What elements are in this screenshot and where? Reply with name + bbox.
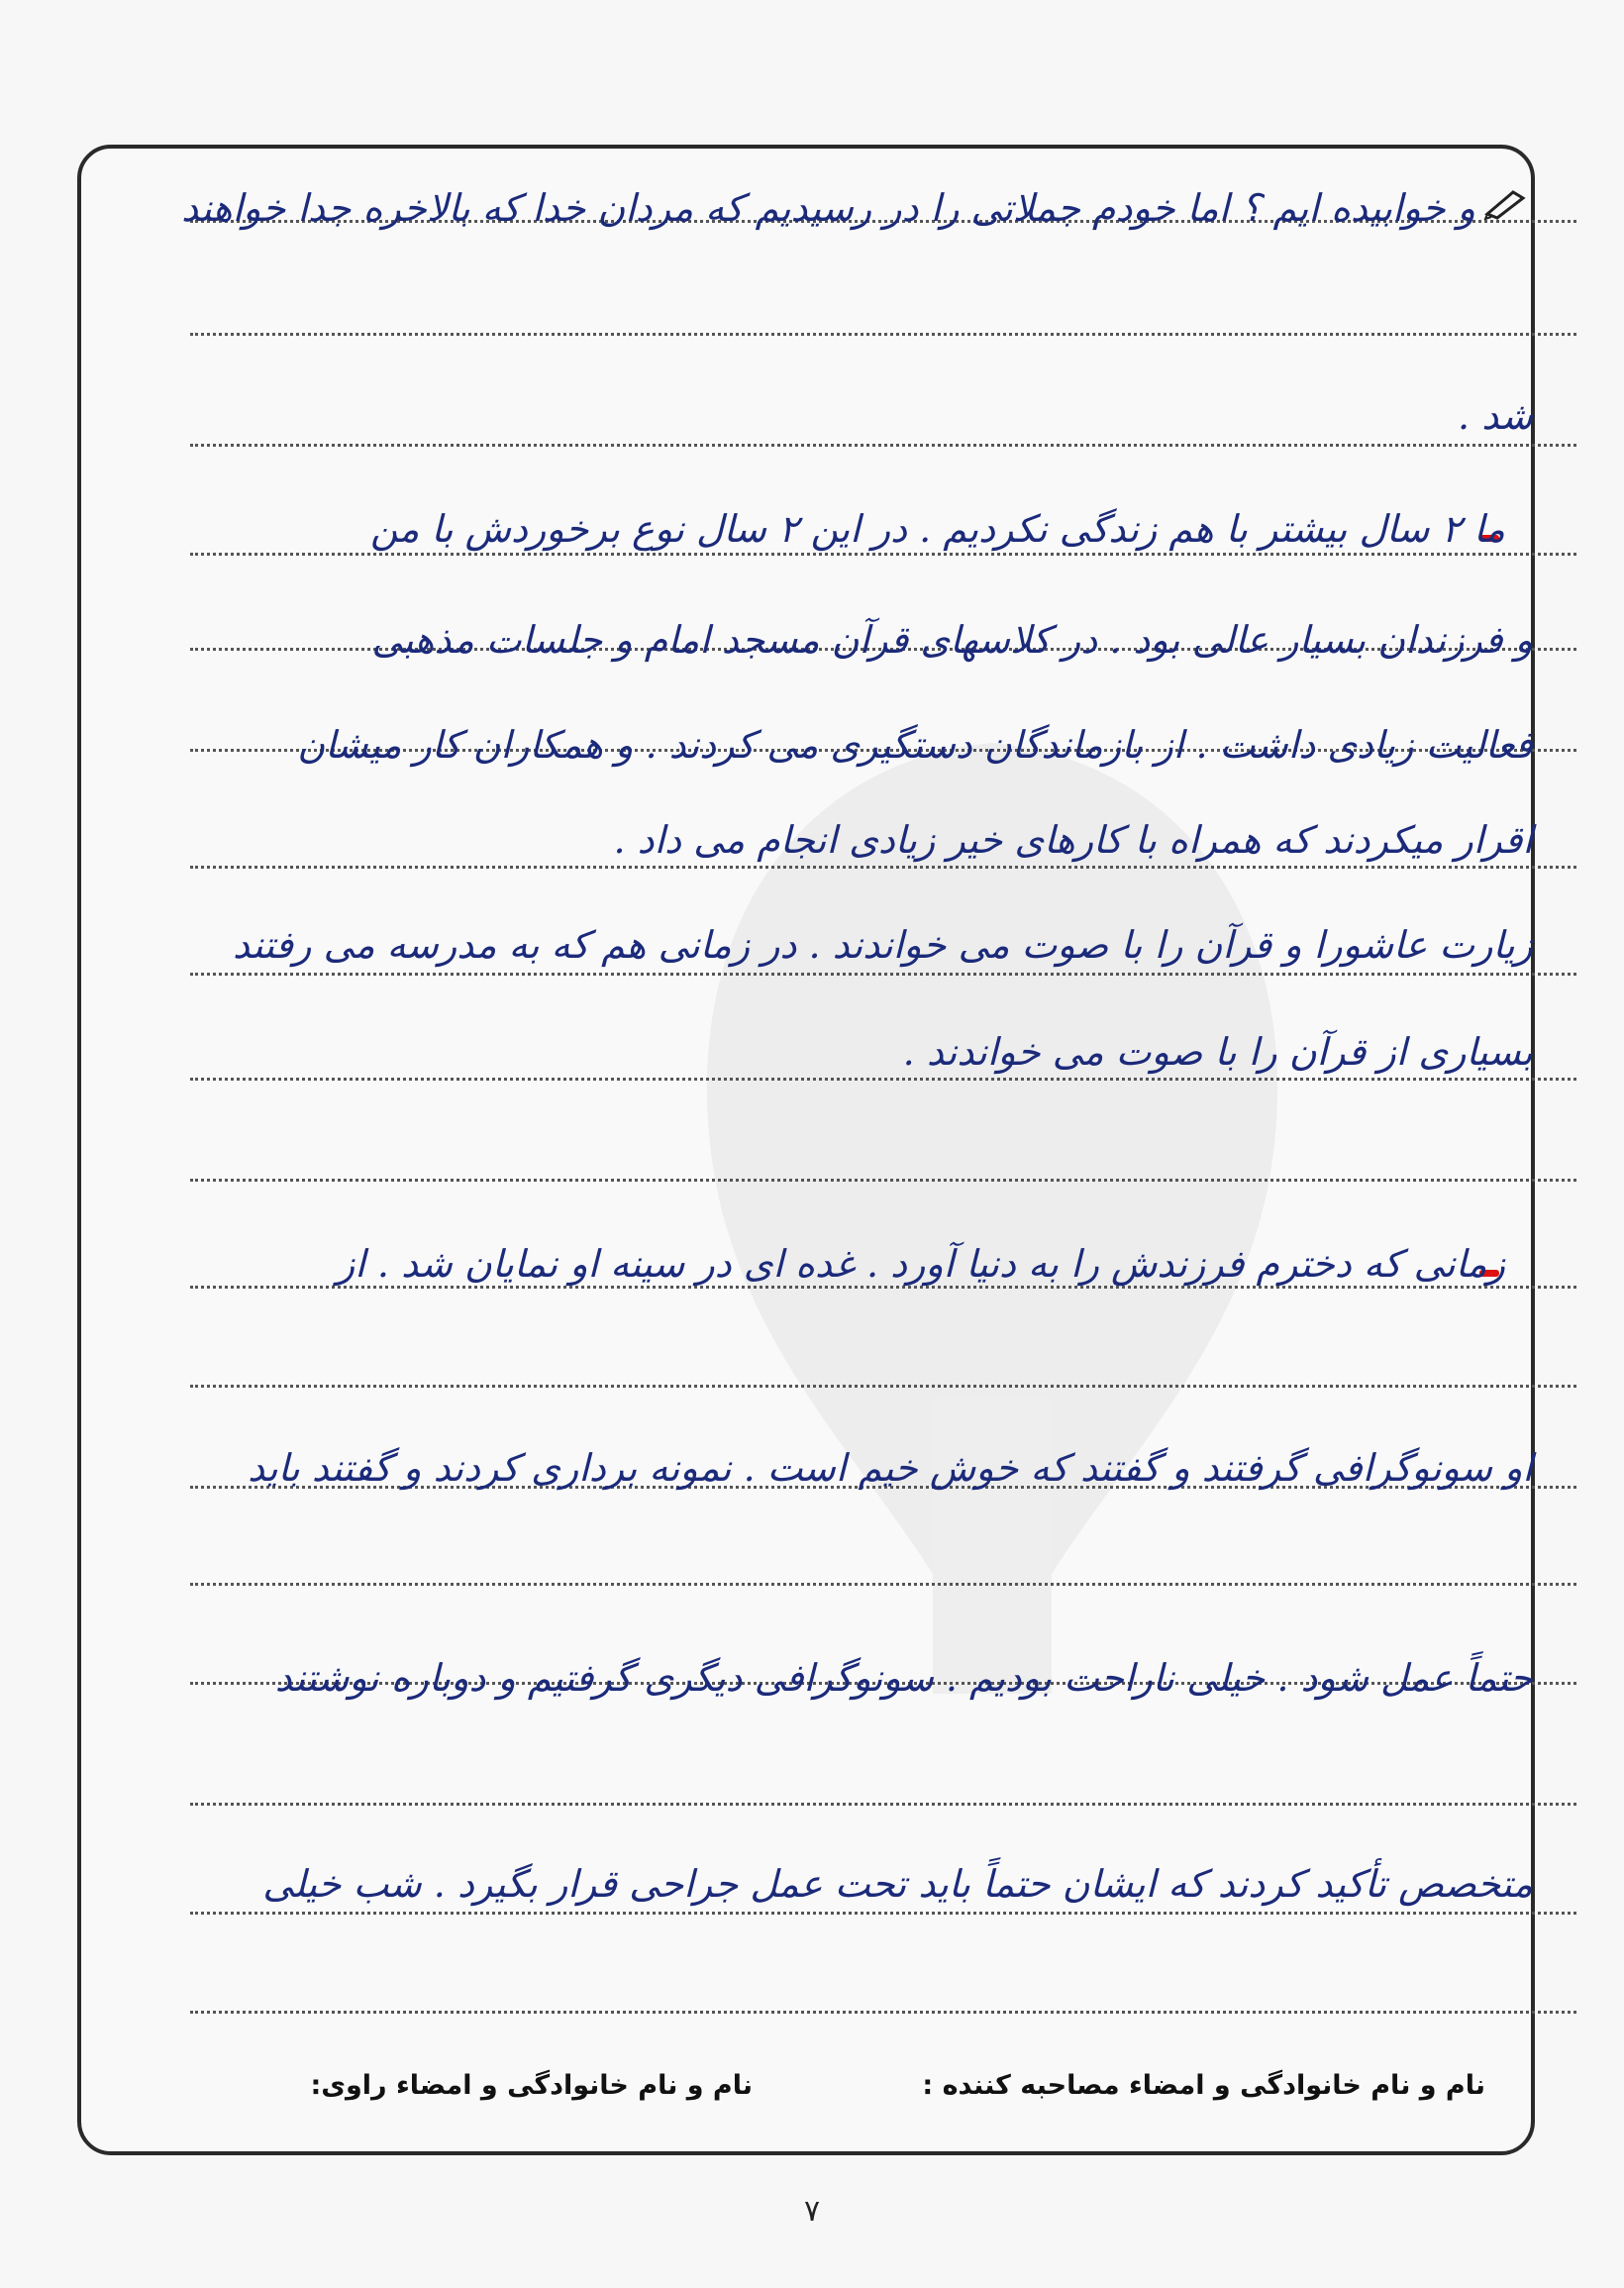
dotted-line bbox=[190, 553, 1576, 556]
dotted-line bbox=[190, 2011, 1576, 2014]
dotted-line bbox=[190, 1803, 1576, 1806]
dotted-line bbox=[190, 1286, 1576, 1289]
dotted-line bbox=[190, 333, 1576, 336]
handwritten-line: زمانی که دخترم فرزندش را به دنیا آورد . غده ای در سینه او نمایان شد . از bbox=[336, 1242, 1505, 1286]
page-frame bbox=[77, 145, 1535, 2155]
dotted-line bbox=[190, 973, 1576, 976]
pen-icon bbox=[1483, 186, 1529, 220]
handwritten-line: اقرار میکردند که همراه با کارهای خیر زیادی انجام می داد . bbox=[613, 818, 1533, 862]
dotted-line bbox=[190, 1912, 1576, 1915]
handwritten-line: زیارت عاشورا و قرآن را با صوت می خواندند . در زمانی هم که به مدرسه می رفتند bbox=[233, 923, 1533, 967]
interviewer-signature-label: نام و نام خانوادگی و امضاء مصاحبه کننده : bbox=[922, 2070, 1485, 2101]
handwritten-line: حتماً عمل شود . خیلی ناراحت بودیم . سونوگرافی دیگری گرفتیم و دوباره نوشتند bbox=[274, 1656, 1533, 1700]
handwritten-line: متخصص تأکید کردند که ایشان حتماً باید تحت عمل جراحی قرار بگیرد . شب خیلی bbox=[262, 1862, 1533, 1906]
handwritten-line: ما ۲ سال بیشتر با هم زندگی نکردیم . در این ۲ سال نوع برخوردش با من bbox=[370, 507, 1505, 551]
dotted-line bbox=[190, 1583, 1576, 1586]
handwritten-line: و خوابیده ایم ؟ اما خودم جملاتی را در رسیدیم که مردان خدا که بالاخره جدا خواهند bbox=[181, 186, 1475, 230]
dotted-line bbox=[190, 1385, 1576, 1388]
handwritten-line: فعالیت زیادی داشت . از بازماندگان دستگیری می کردند . و همکاران کار میشان bbox=[297, 723, 1533, 767]
page-number: ۷ bbox=[803, 2194, 821, 2229]
handwritten-line: او سونوگرافی گرفتند و گفتند که خوش خیم است . نمونه برداری کردند و گفتند باید bbox=[248, 1446, 1533, 1490]
ruled-lines bbox=[81, 149, 1531, 2151]
dotted-line bbox=[190, 1179, 1576, 1182]
dotted-line bbox=[190, 866, 1576, 869]
handwritten-line: بسیاری از قرآن را با صوت می خواندند . bbox=[902, 1030, 1533, 1074]
dotted-line bbox=[190, 1078, 1576, 1081]
handwritten-line: شد . bbox=[1458, 394, 1533, 438]
dotted-line bbox=[190, 444, 1576, 447]
handwritten-line: و فرزندان بسیار عالی بود . در کلاسهای قرآن مسجد امام و جلسات مذهبی bbox=[371, 618, 1533, 662]
narrator-signature-label: نام و نام خانوادگی و امضاء راوی: bbox=[310, 2070, 753, 2101]
